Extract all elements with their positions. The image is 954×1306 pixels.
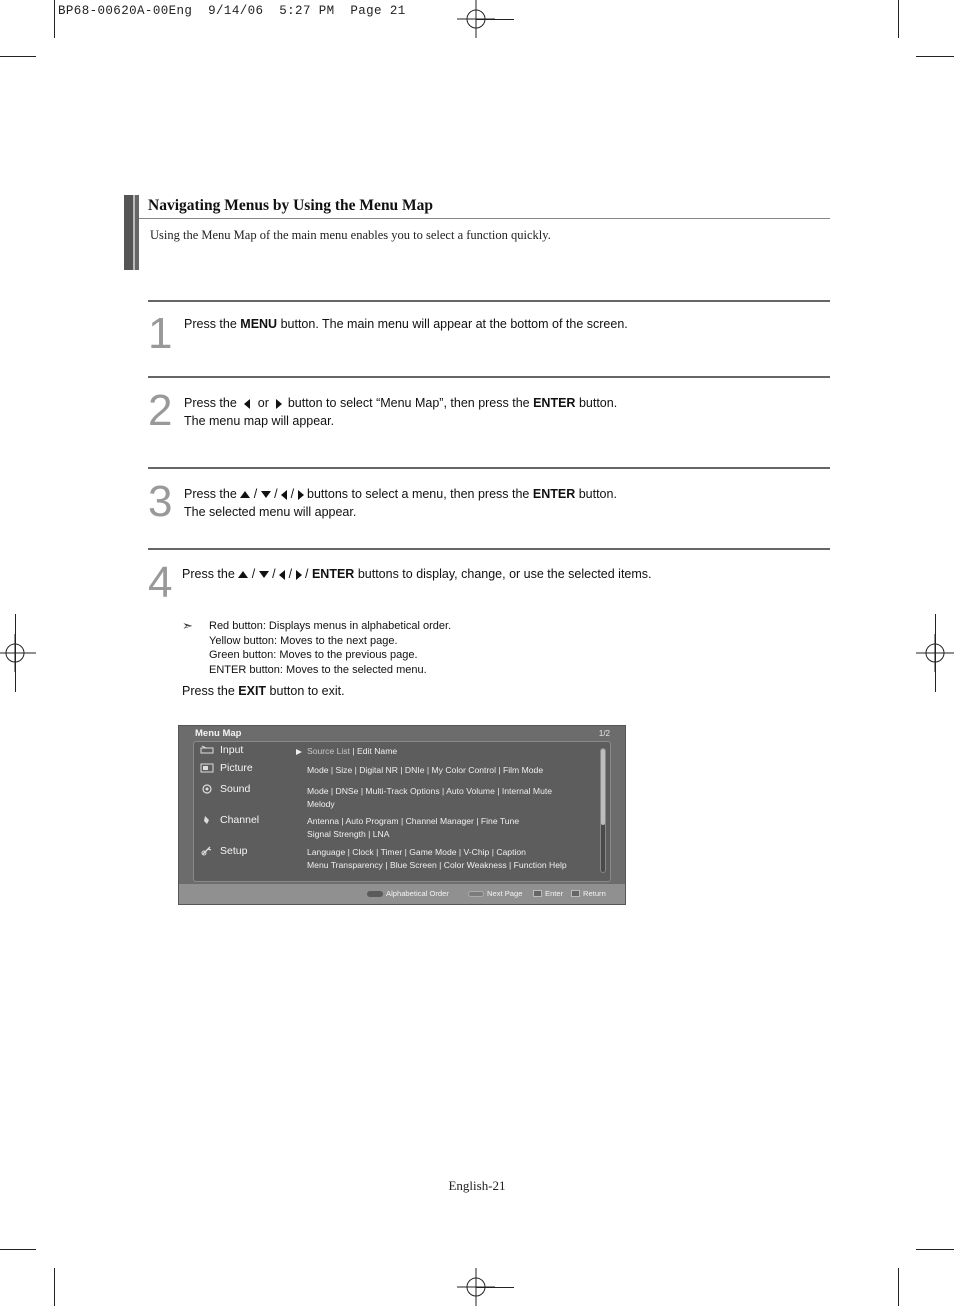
crop-mark: [476, 1287, 514, 1288]
setup-items[interactable]: Language | Clock | Timer | Game Mode | V-Chip | Caption Menu Transparency | Blue Screen | Color Weakness | Function Help: [307, 847, 567, 870]
channel-icon: [200, 815, 214, 825]
note-line: Green button: Moves to the previous page.: [209, 649, 418, 661]
step-2-text: Press the or button to select “Menu Map”, then press the ENTER button. The menu map will appear.: [184, 396, 618, 428]
sound-icon: [200, 784, 214, 794]
step-3-text: Press the / / / buttons to select a menu, then press the ENTER button. The selected menu will appear.: [184, 487, 617, 519]
sound-items[interactable]: Mode | DNSe | Multi-Track Options | Auto Volume | Internal Mute Melody: [307, 786, 553, 809]
crop-mark: [54, 1268, 55, 1306]
note-line: Red button: Displays menus in alphabetical order.: [209, 620, 452, 632]
yellow-button-icon: [468, 891, 484, 897]
crop-mark: [476, 19, 514, 20]
step-number: 2: [148, 386, 173, 435]
setup-icon: [200, 846, 214, 856]
crop-mark: [935, 614, 936, 692]
up-arrow-icon: [240, 491, 250, 498]
page-indicator: 1/2: [598, 729, 610, 738]
crop-mark: [15, 614, 16, 692]
registration-mark-icon: [0, 634, 38, 672]
step-1-text: Press the MENU button. The main menu will appear at the bottom of the screen.: [184, 317, 628, 331]
step-number: 3: [148, 477, 173, 526]
note-list: [209, 619, 451, 677]
up-arrow-icon: [238, 571, 248, 578]
note-line: Yellow button: Moves to the next page.: [209, 634, 398, 647]
enter-hint[interactable]: Enter: [533, 889, 563, 898]
crop-mark: [916, 1249, 954, 1250]
crop-mark: [898, 0, 899, 38]
left-arrow-icon: [281, 490, 287, 500]
step-4-text: Press the / / / / ENTER buttons to display, change, or use the selected items.: [182, 567, 652, 581]
step-number: 1: [148, 309, 173, 358]
red-button-icon: [367, 891, 383, 897]
return-hint[interactable]: Return: [571, 889, 606, 898]
category-setup[interactable]: Setup: [200, 845, 247, 857]
section-title: Navigating Menus by Using the Menu Map: [148, 197, 434, 214]
step-divider: [148, 376, 830, 378]
alphabetical-order-hint[interactable]: Alphabetical Order: [367, 889, 449, 898]
crop-mark: [898, 1268, 899, 1306]
category-sound[interactable]: Sound: [200, 783, 250, 795]
exit-instruction: Press the EXIT button to exit.: [182, 684, 345, 698]
note-line: ENTER button: Moves to the selected menu.: [209, 663, 427, 676]
section-accent-bar: [124, 195, 139, 270]
section-rule: [139, 218, 830, 219]
scrollbar-thumb[interactable]: [601, 749, 605, 825]
right-arrow-icon: [296, 570, 302, 580]
page-number: English-21: [448, 1178, 506, 1193]
category-picture[interactable]: Picture: [200, 762, 253, 774]
menu-map-panel: [193, 741, 611, 882]
menu-map-screen: [178, 725, 626, 905]
enter-icon: [533, 890, 542, 897]
step-divider: [148, 467, 830, 469]
print-slug: BP68-00620A-00Eng 9/14/06 5:27 PM Page 21: [58, 4, 406, 18]
left-arrow-icon: [279, 570, 285, 580]
crop-mark: [0, 56, 36, 57]
category-input[interactable]: Input: [200, 744, 243, 756]
note-arrow-icon: ➣: [182, 618, 193, 633]
step-divider: [148, 548, 830, 550]
picture-items[interactable]: Mode | Size | Digital NR | DNIe | My Color Control | Film Mode: [307, 765, 544, 775]
category-channel[interactable]: Channel: [200, 814, 259, 826]
crop-mark: [0, 1249, 36, 1250]
picture-icon: [200, 763, 214, 773]
menu-map-footer: [179, 884, 625, 904]
input-items: Source List | Edit Name: [307, 746, 398, 756]
input-icon: [200, 745, 214, 755]
channel-items[interactable]: Antenna | Auto Program | Channel Manager | Fine Tune Signal Strength | LNA: [307, 816, 520, 839]
down-arrow-icon: [261, 491, 271, 498]
down-arrow-icon: [259, 571, 269, 578]
left-arrow-icon: [244, 399, 250, 409]
return-icon: [571, 890, 580, 897]
menu-map-scrollbar[interactable]: [600, 748, 606, 873]
menu-map-title: Menu Map: [195, 728, 242, 739]
right-arrow-icon: [276, 399, 282, 409]
selection-arrow-icon: [296, 749, 302, 755]
crop-mark: [916, 56, 954, 57]
next-page-hint[interactable]: Next Page: [468, 889, 522, 898]
crop-mark: [54, 0, 55, 38]
step-number: 4: [148, 558, 173, 607]
section-intro: Using the Menu Map of the main menu enables you to select a function quickly.: [150, 228, 551, 242]
step-divider: [148, 300, 830, 302]
